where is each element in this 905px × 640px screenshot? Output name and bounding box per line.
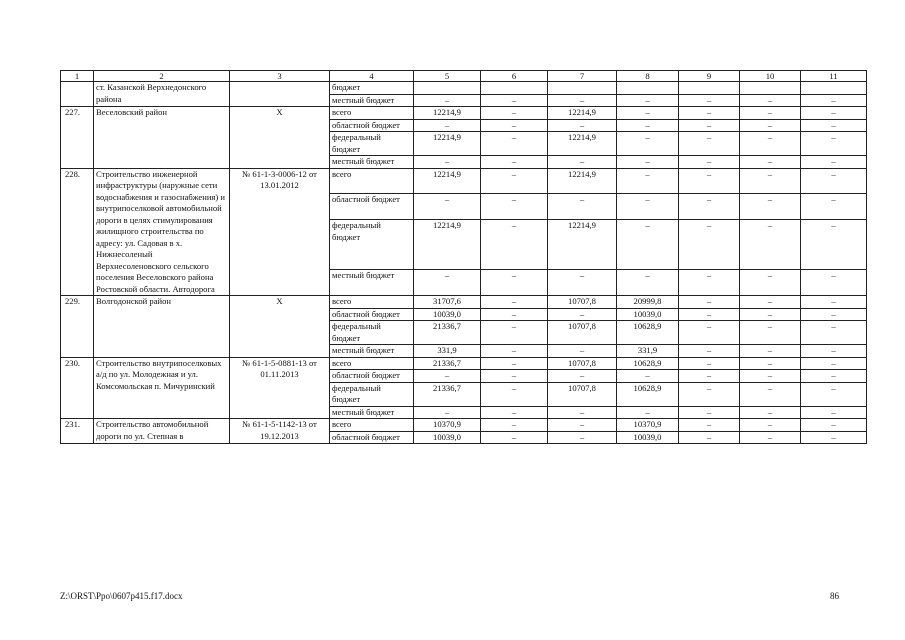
- amount-cell: –: [801, 345, 867, 358]
- table-row: [61, 296, 867, 309]
- col-header-5: 5: [414, 71, 481, 82]
- object-name: Строительство автомобильной дороги по ул. Степная в: [94, 419, 230, 444]
- document-ref: [230, 82, 330, 107]
- amount-cell: –: [740, 406, 801, 419]
- amount-cell: –: [740, 119, 801, 132]
- amount-cell: –: [548, 156, 617, 169]
- amount-cell: 10039,0: [617, 308, 679, 321]
- row-number: 227.: [61, 107, 94, 169]
- amount-cell: –: [548, 270, 617, 296]
- amount-cell: –: [414, 156, 481, 169]
- amount-cell: –: [481, 357, 548, 370]
- amount-cell: –: [617, 119, 679, 132]
- amount-cell: –: [548, 370, 617, 383]
- funding-source: всего: [330, 419, 414, 432]
- document-ref: Х: [230, 107, 330, 169]
- amount-cell: 12214,9: [548, 168, 617, 194]
- amount-cell: 10628,9: [617, 321, 679, 345]
- amount-cell: –: [617, 406, 679, 419]
- amount-cell: –: [481, 119, 548, 132]
- object-name: Строительство внутрипоселковых а/д по ул. Молодежная и ул. Комсомольская п. Мичуринский: [94, 357, 230, 419]
- col-header-4: 4: [330, 71, 414, 82]
- document-ref: № 61-1-5-1142-13 от 19.12.2013: [230, 419, 330, 444]
- amount-cell: –: [679, 194, 740, 220]
- funding-source: бюджет: [330, 82, 414, 95]
- amount-cell: –: [481, 220, 548, 270]
- amount-cell: –: [679, 132, 740, 156]
- amount-cell: –: [740, 296, 801, 309]
- amount-cell: –: [481, 107, 548, 120]
- amount-cell: [548, 82, 617, 95]
- amount-cell: –: [740, 419, 801, 432]
- document-ref: № 61-1-5-0881-13 от 01.11.2013: [230, 357, 330, 419]
- amount-cell: –: [481, 321, 548, 345]
- funding-source: местный бюджет: [330, 270, 414, 296]
- amount-cell: 10707,8: [548, 296, 617, 309]
- amount-cell: –: [481, 419, 548, 432]
- amount-cell: –: [481, 132, 548, 156]
- amount-cell: –: [801, 296, 867, 309]
- amount-cell: –: [740, 168, 801, 194]
- amount-cell: –: [679, 296, 740, 309]
- amount-cell: –: [679, 382, 740, 406]
- funding-source: всего: [330, 168, 414, 194]
- amount-cell: –: [481, 168, 548, 194]
- amount-cell: –: [548, 119, 617, 132]
- amount-cell: 21336,7: [414, 321, 481, 345]
- amount-cell: 10628,9: [617, 357, 679, 370]
- object-name: Веселовский район: [94, 107, 230, 169]
- amount-cell: 10039,0: [617, 431, 679, 444]
- amount-cell: –: [548, 308, 617, 321]
- amount-cell: –: [679, 156, 740, 169]
- row-number: 231.: [61, 419, 94, 444]
- row-number: 229.: [61, 296, 94, 358]
- amount-cell: 21336,7: [414, 382, 481, 406]
- amount-cell: –: [740, 132, 801, 156]
- amount-cell: [679, 82, 740, 95]
- amount-cell: –: [481, 370, 548, 383]
- amount-cell: –: [801, 370, 867, 383]
- col-header-9: 9: [679, 71, 740, 82]
- amount-cell: –: [740, 107, 801, 120]
- amount-cell: –: [740, 270, 801, 296]
- amount-cell: –: [481, 308, 548, 321]
- amount-cell: –: [481, 94, 548, 107]
- amount-cell: –: [740, 357, 801, 370]
- table-row: [61, 82, 867, 95]
- amount-cell: [414, 82, 481, 95]
- amount-cell: –: [740, 431, 801, 444]
- amount-cell: –: [801, 132, 867, 156]
- funding-source: областной бюджет: [330, 194, 414, 220]
- amount-cell: –: [679, 168, 740, 194]
- amount-cell: –: [740, 382, 801, 406]
- funding-source: областной бюджет: [330, 370, 414, 383]
- funding-source: федеральный бюджет: [330, 321, 414, 345]
- page-number: 86: [830, 591, 839, 601]
- amount-cell: [481, 82, 548, 95]
- amount-cell: –: [679, 308, 740, 321]
- table-header-row: [61, 71, 867, 82]
- col-header-1: 1: [61, 71, 94, 82]
- amount-cell: –: [679, 220, 740, 270]
- amount-cell: 21336,7: [414, 357, 481, 370]
- amount-cell: –: [414, 406, 481, 419]
- amount-cell: 12214,9: [548, 132, 617, 156]
- amount-cell: 10707,8: [548, 357, 617, 370]
- amount-cell: [617, 82, 679, 95]
- amount-cell: –: [548, 345, 617, 358]
- amount-cell: 10707,8: [548, 382, 617, 406]
- funding-source: местный бюджет: [330, 345, 414, 358]
- amount-cell: –: [481, 270, 548, 296]
- amount-cell: –: [801, 382, 867, 406]
- amount-cell: –: [481, 431, 548, 444]
- amount-cell: 10707,8: [548, 321, 617, 345]
- amount-cell: –: [414, 94, 481, 107]
- amount-cell: –: [617, 220, 679, 270]
- amount-cell: –: [617, 370, 679, 383]
- amount-cell: 12214,9: [414, 220, 481, 270]
- amount-cell: –: [414, 194, 481, 220]
- funding-source: местный бюджет: [330, 406, 414, 419]
- amount-cell: –: [679, 119, 740, 132]
- table-row: [61, 357, 867, 370]
- amount-cell: –: [548, 94, 617, 107]
- amount-cell: –: [679, 270, 740, 296]
- amount-cell: –: [481, 406, 548, 419]
- amount-cell: –: [679, 431, 740, 444]
- amount-cell: 31707,6: [414, 296, 481, 309]
- amount-cell: 10370,9: [617, 419, 679, 432]
- object-name: ст. Казанской Верхнедонского района: [94, 82, 230, 107]
- amount-cell: –: [617, 270, 679, 296]
- amount-cell: –: [801, 431, 867, 444]
- amount-cell: –: [801, 220, 867, 270]
- amount-cell: [801, 82, 867, 95]
- amount-cell: –: [801, 406, 867, 419]
- budget-table: [60, 70, 867, 444]
- amount-cell: 10039,0: [414, 431, 481, 444]
- amount-cell: –: [617, 168, 679, 194]
- amount-cell: –: [679, 406, 740, 419]
- funding-source: областной бюджет: [330, 119, 414, 132]
- row-number: [61, 82, 94, 107]
- amount-cell: –: [801, 270, 867, 296]
- amount-cell: 12214,9: [414, 107, 481, 120]
- funding-source: федеральный бюджет: [330, 220, 414, 270]
- amount-cell: 12214,9: [414, 132, 481, 156]
- amount-cell: –: [740, 194, 801, 220]
- col-header-6: 6: [481, 71, 548, 82]
- amount-cell: –: [617, 94, 679, 107]
- amount-cell: 20999,8: [617, 296, 679, 309]
- funding-source: федеральный бюджет: [330, 382, 414, 406]
- amount-cell: –: [679, 370, 740, 383]
- row-number: 228.: [61, 168, 94, 296]
- col-header-8: 8: [617, 71, 679, 82]
- amount-cell: –: [679, 107, 740, 120]
- amount-cell: –: [679, 357, 740, 370]
- funding-source: всего: [330, 357, 414, 370]
- col-header-7: 7: [548, 71, 617, 82]
- amount-cell: –: [801, 419, 867, 432]
- amount-cell: 12214,9: [548, 220, 617, 270]
- amount-cell: –: [617, 156, 679, 169]
- table-row: [61, 419, 867, 432]
- amount-cell: –: [548, 431, 617, 444]
- amount-cell: –: [801, 194, 867, 220]
- amount-cell: –: [740, 94, 801, 107]
- document-ref: № 61-1-3-0006-12 от 13.01.2012: [230, 168, 330, 296]
- amount-cell: 10628,9: [617, 382, 679, 406]
- funding-source: областной бюджет: [330, 431, 414, 444]
- amount-cell: –: [679, 94, 740, 107]
- amount-cell: –: [679, 321, 740, 345]
- funding-source: всего: [330, 107, 414, 120]
- amount-cell: –: [801, 168, 867, 194]
- amount-cell: –: [740, 156, 801, 169]
- amount-cell: –: [740, 321, 801, 345]
- amount-cell: –: [679, 419, 740, 432]
- amount-cell: –: [740, 308, 801, 321]
- amount-cell: –: [801, 321, 867, 345]
- amount-cell: [740, 82, 801, 95]
- amount-cell: –: [617, 194, 679, 220]
- amount-cell: –: [617, 107, 679, 120]
- table-row: [61, 107, 867, 120]
- object-name: Волгодонской район: [94, 296, 230, 358]
- amount-cell: –: [801, 308, 867, 321]
- object-name: Строительство инженерной инфраструктуры (наружные сети водоснабжения и газоснабжения) и внутрипоселковой автомобильной дороги в целях стимулирования жилищного строительства по адресу: ул. Садовая в х. Нижнесоленый Верхнесоленовского сельского поселения Веселовского района Ростовской области. Автодорога: [94, 168, 230, 296]
- col-header-3: 3: [230, 71, 330, 82]
- col-header-2: 2: [94, 71, 230, 82]
- amount-cell: –: [481, 194, 548, 220]
- funding-source: всего: [330, 296, 414, 309]
- amount-cell: –: [801, 94, 867, 107]
- document-ref: Х: [230, 296, 330, 358]
- funding-source: местный бюджет: [330, 156, 414, 169]
- funding-source: федеральный бюджет: [330, 132, 414, 156]
- amount-cell: –: [801, 107, 867, 120]
- amount-cell: 12214,9: [548, 107, 617, 120]
- amount-cell: –: [801, 119, 867, 132]
- amount-cell: –: [679, 345, 740, 358]
- amount-cell: –: [740, 370, 801, 383]
- amount-cell: –: [740, 220, 801, 270]
- amount-cell: 331,9: [617, 345, 679, 358]
- funding-source: областной бюджет: [330, 308, 414, 321]
- row-number: 230.: [61, 357, 94, 419]
- amount-cell: –: [481, 382, 548, 406]
- funding-source: местный бюджет: [330, 94, 414, 107]
- amount-cell: –: [414, 270, 481, 296]
- amount-cell: –: [548, 419, 617, 432]
- amount-cell: –: [548, 406, 617, 419]
- amount-cell: –: [481, 345, 548, 358]
- amount-cell: –: [548, 194, 617, 220]
- amount-cell: –: [481, 296, 548, 309]
- amount-cell: –: [481, 156, 548, 169]
- amount-cell: 12214,9: [414, 168, 481, 194]
- amount-cell: 331,9: [414, 345, 481, 358]
- table-row: [61, 168, 867, 194]
- col-header-10: 10: [740, 71, 801, 82]
- footer-file-path: Z:\ORST\Ppo\0607p415.f17.docx: [60, 591, 183, 601]
- amount-cell: 10370,9: [414, 419, 481, 432]
- amount-cell: –: [740, 345, 801, 358]
- amount-cell: –: [801, 156, 867, 169]
- col-header-11: 11: [801, 71, 867, 82]
- amount-cell: –: [414, 119, 481, 132]
- amount-cell: –: [617, 132, 679, 156]
- amount-cell: –: [801, 357, 867, 370]
- amount-cell: –: [414, 370, 481, 383]
- amount-cell: 10039,0: [414, 308, 481, 321]
